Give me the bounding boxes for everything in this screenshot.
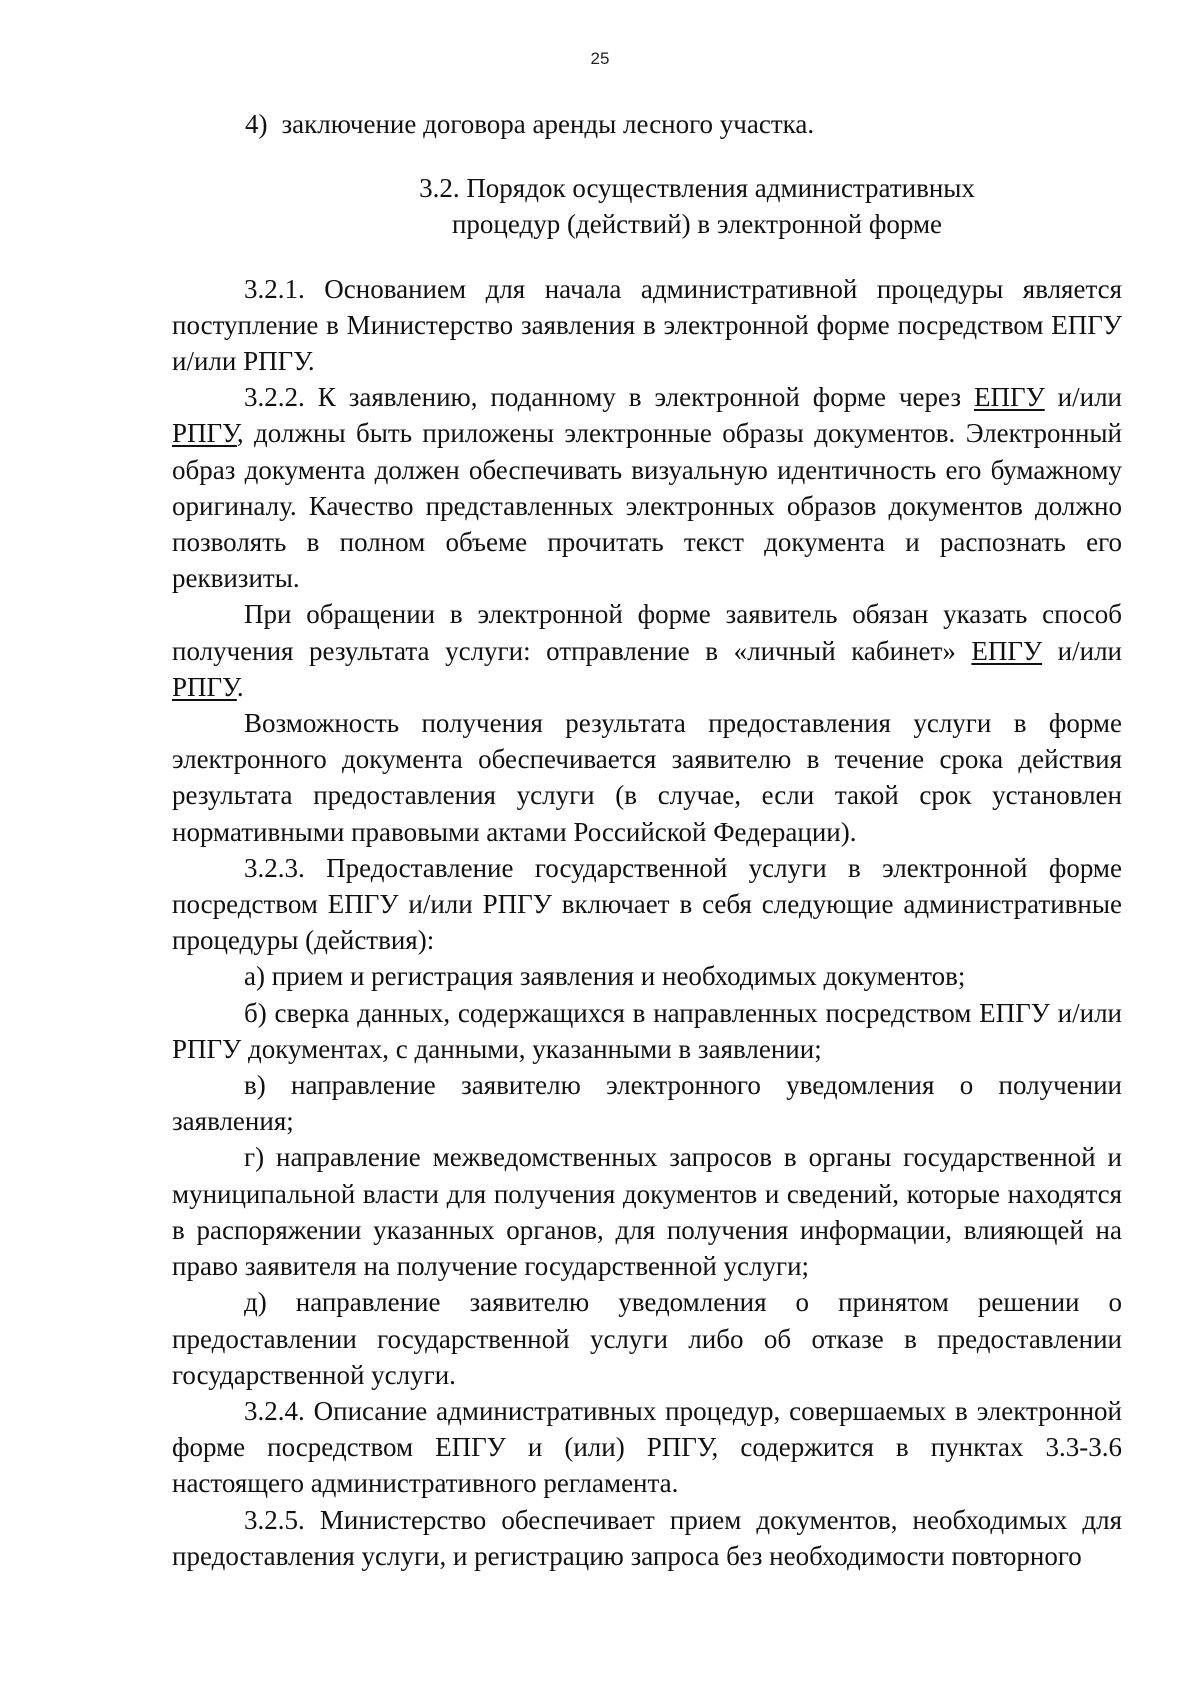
list-item-number: 4) [245, 109, 268, 139]
procedure-item-v: в) направление заявителю электронного уведомления о получении заявления; [172, 1070, 1122, 1137]
paragraph-3-2-2 [172, 379, 1122, 596]
epgu-link[interactable]: ЕПГУ [973, 382, 1045, 413]
paragraph-3-2-4: 3.2.4. Описание административных процедур, совершаемых в электронной форме посредством ЕПГУ и (или) РПГУ, содержится в пунктах 3.3-3.6 настоящего административного регламента. [172, 1395, 1122, 1499]
paragraph-result-possibility: Возможность получения результата предоставления услуги в форме электронного документа обеспечивается заявителю в течение срока действия результата предоставления услуги (в случае, если такой срок установлен нормативными правовыми актами Российской Федерации). [172, 708, 1122, 847]
procedure-item-b: б) сверка данных, содержащихся в направленных посредством ЕПГУ и/или РПГУ документах, с данными, указанными в заявлении; [172, 997, 1122, 1064]
rpgu-link[interactable]: РПГУ [172, 671, 237, 702]
paragraph-text: . [236, 671, 244, 702]
paragraph-text: и/или [1042, 635, 1122, 666]
page-number: 25 [590, 49, 610, 68]
heading-line-1: 3.2. Порядок осуществления административных [419, 173, 975, 204]
procedure-item-a: а) прием и регистрация заявления и необходимых документов; [244, 961, 966, 992]
paragraph-3-2-1: 3.2.1. Основанием для начала административной процедуры является поступление в Министерство заявления в электронной форме посредством ЕПГУ и/или РПГУ. [172, 273, 1122, 377]
paragraph-text: При обращении в электронной форме заявитель обязан указать способ получения результата услуги: отправление в «личный кабинет» [172, 599, 1122, 666]
heading-line-2: процедур (действий) в электронной форме [451, 209, 943, 240]
list-item-text: заключение договора аренды лесного участка. [281, 109, 815, 139]
procedure-item-g: г) направление межведомственных запросов в органы государственной и муниципальной власти для получения документов и сведений, которые находятся в распоряжении указанных органов, для получения информации, влияющей на право заявителя на получение государственной услуги; [172, 1142, 1122, 1282]
document-body [172, 106, 1122, 1574]
paragraph-result-method [172, 596, 1122, 705]
procedure-item-d: д) направление заявителю уведомления о принятом решении о предоставлении государственной услуги либо об отказе в предоставлении государственной услуги. [172, 1287, 1122, 1390]
paragraph-text: и/или [1044, 382, 1122, 413]
paragraph-3-2-5: 3.2.5. Министерство обеспечивает прием документов, необходимых для предоставления услуги, и регистрацию запроса без необходимости повторного [172, 1504, 1122, 1571]
list-item-4 [245, 106, 1122, 142]
paragraph-3-2-3: 3.2.3. Предоставление государственной услуги в электронной форме посредством ЕПГУ и/или РПГУ включает в себя следующие административные процедуры (действия): [172, 852, 1122, 956]
rpgu-link[interactable]: РПГУ [172, 418, 237, 449]
paragraph-text: , должны быть приложены электронные образы документов. Электронный образ документа должен обеспечивать визуальную идентичность его бумажному оригиналу. Качество представленных электронных образов документов должно позволять в полном объеме прочитать текст документа и распознать его реквизиты. [172, 418, 1122, 594]
section-heading [172, 170, 1122, 242]
epgu-link[interactable]: ЕПГУ [971, 635, 1043, 666]
paragraph-text: 3.2.2. К заявлению, поданному в электронной форме через [244, 382, 974, 413]
